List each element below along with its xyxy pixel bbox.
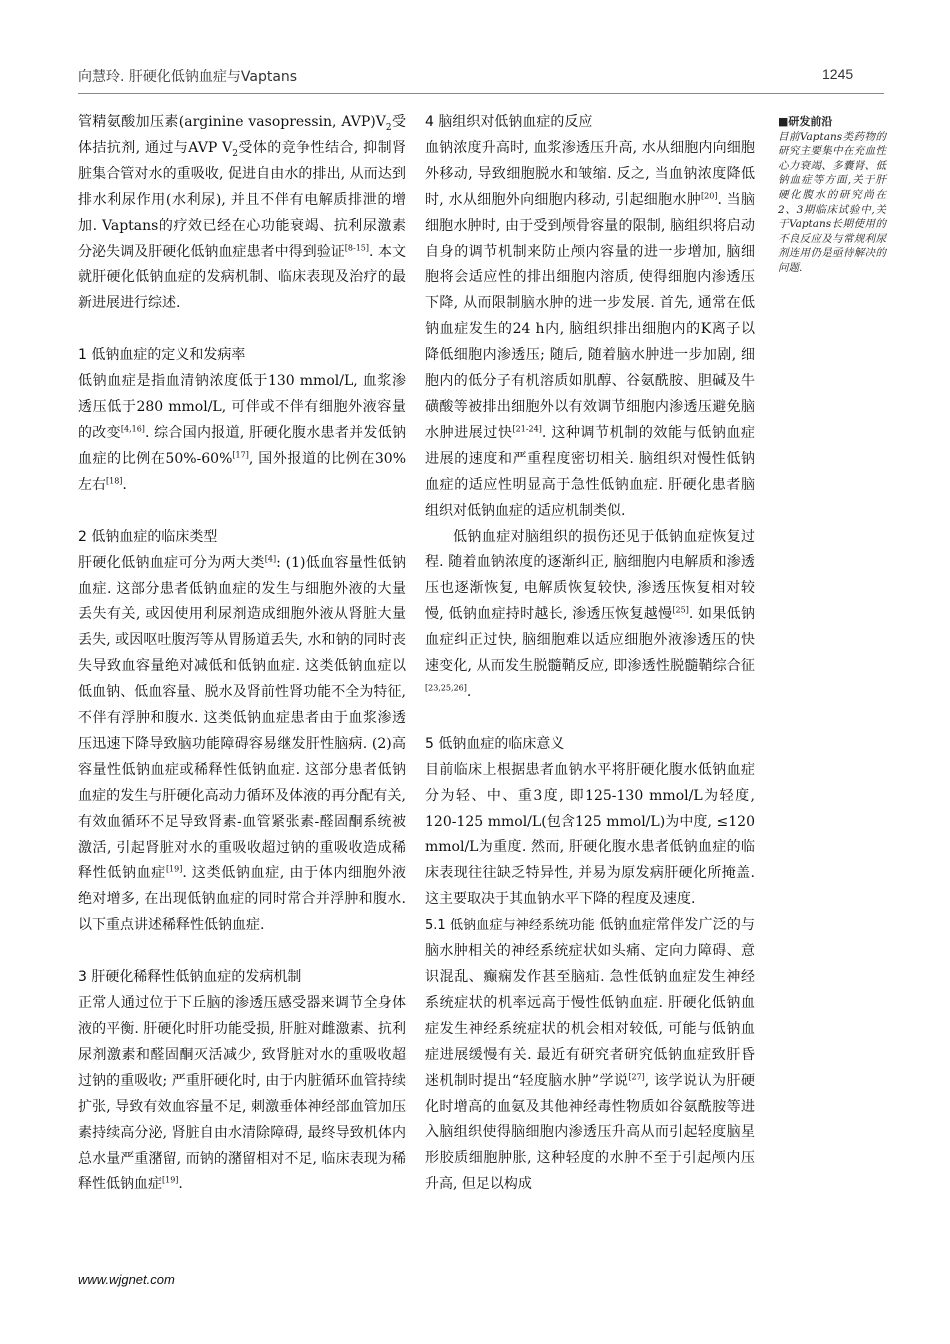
sidebar-text: 目前Vaptans类药物的研究主要集中在充血性心力衰竭、多囊肾、低钠血症等方面,关于肝硬化腹水的研究尚在2、3期临床试验中,关于Vaptans长期使用的不良反应及与常规利尿剂连用仍是亟待解决的问题. [778,130,886,274]
research-frontier-sidebar [778,115,886,276]
section-2-heading: 2 低钠血症的临床类型 [78,528,218,545]
footer-website: www.wjgnet.com [78,1272,175,1287]
section-5-heading: 5 低钠血症的临床意义 [425,735,565,752]
page-number: 1245 [822,66,854,82]
section-1-heading: 1 低钠血症的定义和发病率 [78,347,246,364]
citation: [20] [701,191,718,201]
section-5-paragraph-1: 目前临床上根据患者血钠水平将肝硬化腹水低钠血症分为轻、中、重3度, 即125-130 mmol/L为轻度, 120-125 mmol/L(包含125 mmol/L)为中度, ≤120 mmol/L为重度. 然而, 肝硬化腹水患者低钠血症的临床表现往往缺乏特异性, 并易为原发病肝硬化所掩盖. 这主要取决于其血钠水平下降的程度及速度. [425,761,755,908]
intro-paragraph: 管精氨酸加压素(arginine vasopressin, $AVP)V_2$受体拮抗剂, 通过与AVP $V_2$受体的竞争性结合, 抑制肾脏集合管对水的重吸收, 促进自由水的排出, 从而达到排水利尿作用(水利尿), 并且不伴有电解质排泄的增加. Vaptans的疗效已经在心功能衰竭、抗利尿激素分泌失调及肝硬化低钠血症患者中得到验证[8-15]. 本文就肝硬化低钠血症的发病机制、临床表现及治疗的最新进展进行综述. [78,114,407,312]
section-4-paragraph-2: 低钠血症对脑组织的损伤还见于低钠血症恢复过程. 随着血钠浓度的逐渐纠正, 脑细胞内电解质和渗透压也逐渐恢复, 电解质恢复较快, 渗透压恢复相对较慢, 低钠血症持时越长, 渗透压恢复越慢[25]. 如果低钠血症纠正过快, 脑细胞难以适应细胞外液渗透压的快速变化, 从而发生脱髓鞘反应, 即渗透性脱髓鞘综合征[23,25,26]. [425,528,755,700]
section-4-paragraph-1: 血钠浓度升高时, 血浆渗透压升高, 水从细胞内向细胞外移动, 导致细胞脱水和皱缩. 反之, 当血钠浓度降低时, 水从细胞外向细胞内移动, 引起细胞水肿[20]. 当脑细胞水肿时, 由于受到颅骨容量的限制, 脑组织将启动自身的调节机制来防止颅内容量的进一步增加, 脑细胞将会适应性的排出细胞内溶质, 使得细胞内渗透压下降, 从而限制脑水肿的进一步发展. 首先, 通常在低钠血症发生的24 h内, 脑组织排出细胞内的K离子以降低细胞内渗透压; 随后, 随着脑水肿进一步加剧, 细胞内的低分子有机溶质如肌醇、谷氨酰胺、胆碱及牛磺酸等被排出细胞外以有效调节细胞内渗透压避免脑水肿进展过快[21-24]. 这种调节机制的效能与低钠血症进展的速度和严重程度密切相关. 脑组织对慢性低钠血症的适应性明显高于急性低钠血症. 肝硬化患者脑组织对低钠血症的适应机制类似. [425,139,756,519]
citation: [23,25,26] [425,683,467,693]
header-rule [78,93,884,94]
sidebar-title: 研发前沿 [788,115,833,128]
right-column [425,110,755,1198]
citation: [21-24] [512,424,542,434]
citation: [27] [628,1071,645,1081]
citation: [18] [106,476,123,486]
citation: [8-15] [344,242,370,252]
citation: [19] [165,864,183,874]
section-3-heading: 3 肝硬化稀释性低钠血症的发病机制 [78,969,302,986]
citation: [17] [232,450,249,460]
running-title: 向慧玲. 肝硬化低钠血症与Vaptans [78,69,298,85]
section-4-heading: 4 脑组织对低钠血症的反应 [425,114,593,130]
subsection-5-1-heading: 5.1 低钠血症与神经系统功能 [425,918,595,934]
left-column [78,110,406,1198]
citation: [4,16] [120,424,145,434]
citation: [4] [264,553,277,563]
section-2-paragraph: 肝硬化低钠血症可分为两大类[4]: (1)低血容量性低钠血症. 这部分患者低钠血症的发生与细胞外液的大量丢失有关, 或因使用利尿剂造成细胞外液从肾脏大量丢失, 或因呕吐腹泻等从胃肠道丢失, 水和钠的同时丧失导致血容量绝对减低和低钠血症. 这类低钠血症以低血钠、低血容量、脱水及肾前性肾功能不全为特征, 不伴有浮肿和腹水. 这类低钠血症患者由于血浆渗透压迅速下降导致脑功能障碍容易继发肝性脑病. (2)高容量性低钠血症或稀释性低钠血症. 这部分患者低钠血症的发生与肝硬化高动力循环及体液的再分配有关, 有效血循环不足导致肾素-血管紧张素-醛固酮系统被激活, 引起肾脏对水的重吸收超过钠的重吸收造成稀释性低钠血症[19]. 这类低钠血症, 由于体内细胞外液绝对增多, 在出现低钠血症的同时常合并浮肿和腹水. 以下重点讲述稀释性低钠血症. [78,553,407,934]
citation: [19] [162,1175,179,1185]
sidebar-marker: ■ [778,115,789,128]
section-3-paragraph: 正常人通过位于下丘脑的渗透压感受器来调节全身体液的平衡. 肝硬化时肝功能受损, 肝脏对雌激素、抗利尿剂激素和醛固酮灭活减少, 致肾脏对水的重吸收超过钠的重吸收; 严重肝硬化时, 由于内脏循环血管持续扩张, 导致有效血容量不足, 刺激垂体神经部血管加压素持续高分泌, 肾脏自由水清除障碍, 最终导致机体内总水量严重潴留, 而钠的潴留相对不足, 临床表现为稀释性低钠血症[19]. [78,995,406,1193]
section-1-paragraph: 低钠血症是指血清钠浓度低于130 mmol/L, 血浆渗透压低于280 mmol/L, 可伴或不伴有细胞外液容量的改变[4,16]. 综合国内报道, 肝硬化腹水患者并发低钠血症的比例在50%-60%[17], 国外报道的比例在30%左右[18]. [78,373,406,493]
section-5-1-paragraph: 5.1 低钠血症与神经系统功能 低钠血症常伴发广泛的与脑水肿相关的神经系统症状如头痛、定向力障碍、意识混乱、癫痫发作甚至脑疝. 急性低钠血症发生神经系统症状的机率远高于慢性低钠血症. 肝硬化低钠血症发生神经系统症状的机会相对较低, 可能与低钠血症进展缓慢有关. 最近有研究者研究低钠血症致肝昏迷机制时提出“轻度脑水肿”学说[27], 该学说认为肝硬化时增高的血氨及其他神经毒性物质如谷氨酰胺等进入脑组织使得脑细胞内渗透压升高从而引起轻度脑星形胶质细胞肿胀, 这种轻度的水肿不至于引起颅内压升高, 但足以构成 [425,917,756,1193]
citation: [25] [672,605,689,615]
